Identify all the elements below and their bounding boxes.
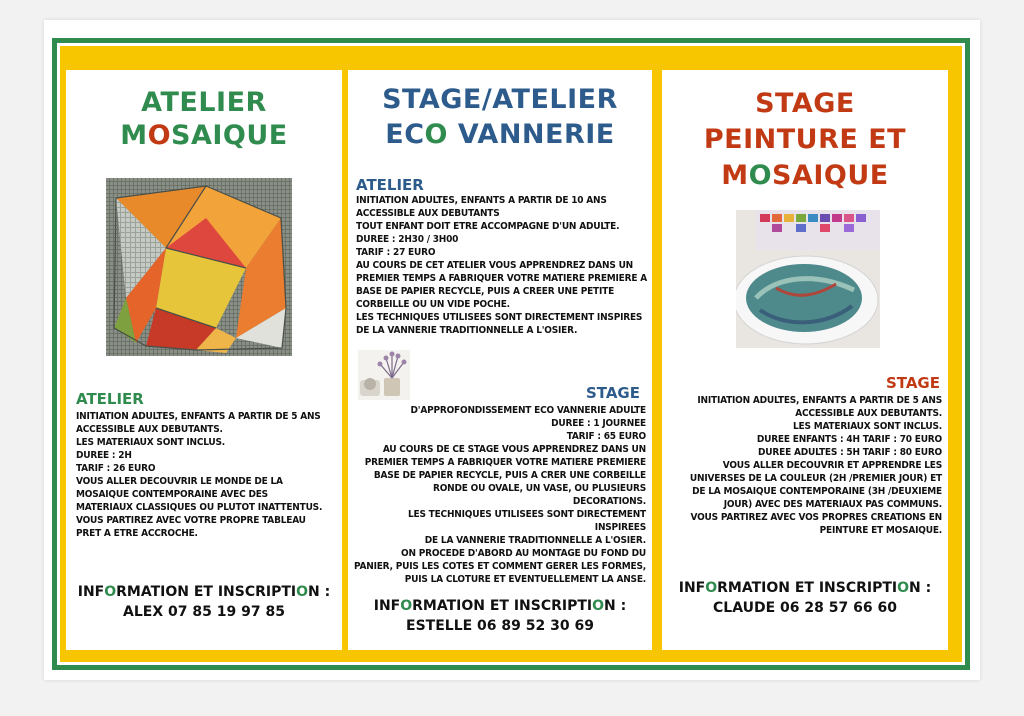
description-line: RONDE OU OVALE, UN VASE, OU PLUSIEURS <box>432 483 646 494</box>
info-part: RMATION ET INSCRIPTI <box>412 598 593 614</box>
info-heading <box>348 596 652 616</box>
description-line: DUREE ADULTES : 5H TARIF : 80 EURO <box>758 447 942 458</box>
panel1-contact-block <box>66 582 342 622</box>
panel2-stage-heading: STAGE <box>585 384 640 402</box>
info-accent-letter: O <box>592 598 605 614</box>
info-accent-letter: O <box>104 584 117 600</box>
description-line: BASE DE PAPIER RECYCLE, PUIS A CRER UNE CORBEILLE <box>373 470 646 481</box>
info-part: INF <box>678 580 706 596</box>
title-accent-letter: O <box>147 120 172 151</box>
description-line: INITIATION ADULTES, ENFANTS A PARTIR DE 5 ANS <box>76 411 321 422</box>
panel3-title-line2: PEINTURE ET <box>703 124 907 155</box>
description-line: DUREE : 2H30 / 3H00 <box>356 234 459 245</box>
description-line: VOUS PARTIREZ AVEC VOS PROPRES CREATIONS EN <box>690 512 942 523</box>
info-heading <box>662 578 948 598</box>
info-accent-letter: O <box>296 584 309 600</box>
mosaic-artwork-image <box>106 178 292 356</box>
info-heading <box>66 582 342 602</box>
contact-phone[interactable]: ALEX 07 85 19 97 85 <box>123 604 285 620</box>
info-part: RMATION ET INSCRIPTI <box>116 584 297 600</box>
description-line: BASE DE PAPIER RECYCLE, PUIS A CREER UNE PETITE <box>356 286 615 297</box>
panel3-section-heading: STAGE <box>885 374 940 392</box>
panel1-title-line2 <box>66 119 342 152</box>
panel2-contact-block <box>348 596 652 636</box>
info-part: INF <box>373 598 401 614</box>
panel2-atelier-description <box>356 194 648 337</box>
title-part: SAIQUE <box>171 120 288 151</box>
info-part: N : <box>604 598 627 614</box>
description-line: INITIATION ADULTES, ENFANTS A PARTIR DE 5 ANS <box>697 395 942 406</box>
description-line: VOUS PARTIREZ AVEC VOTRE PROPRE TABLEAU <box>76 515 306 526</box>
description-line: PREMIER TEMPS A FABRIQUER VOTRE MATIERE PREMIERE A <box>356 273 647 284</box>
panel2-title <box>348 82 652 152</box>
panel2-title-line1: STAGE/ATELIER <box>382 84 618 115</box>
description-line: LES MATERIAUX SONT INCLUS. <box>76 437 225 448</box>
panel1-title <box>66 86 342 152</box>
description-line: DECORATIONS. <box>572 496 646 507</box>
basket-vase-image <box>358 350 410 400</box>
description-line: JOUR) AVEC DES MATERIAUX PAS COMMUNS. <box>723 499 942 510</box>
panel3-title-line1: STAGE <box>755 88 855 119</box>
description-line: D'APPROFONDISSEMENT ECO VANNERIE ADULTE <box>410 405 646 416</box>
description-line: DE LA VANNERIE TRADITIONNELLE A L'OSIER. <box>424 535 646 546</box>
info-part: RMATION ET INSCRIPTI <box>717 580 898 596</box>
description-line: VOUS ALLER DECOUVRIR ET APPRENDRE LES <box>722 460 942 471</box>
title-accent-letter: O <box>424 119 448 150</box>
panel3-title <box>662 86 948 194</box>
description-line: AU COURS DE CE STAGE VOUS APPRENDREZ DANS UN <box>382 444 646 455</box>
description-line: LES MATERIAUX SONT INCLUS. <box>793 421 942 432</box>
description-line: DE LA MOSAIQUE CONTEMPORAINE (3H /DEUXIEME <box>692 486 942 497</box>
panel1-description <box>76 410 338 540</box>
description-line: PREMIER TEMPS A FABRIQUER VOTRE MATIERE PREMIERE <box>364 457 646 468</box>
description-line: ON PROCEDE D'ABORD AU MONTAGE DU FOND DU <box>401 548 646 559</box>
info-accent-letter: O <box>897 580 910 596</box>
info-accent-letter: O <box>400 598 413 614</box>
description-line: DUREE : 2H <box>76 450 132 461</box>
panel-atelier-mosaique <box>66 70 342 650</box>
panel3-title-line3 <box>662 158 948 194</box>
contact-phone[interactable]: CLAUDE 06 28 57 66 60 <box>713 600 897 616</box>
description-line: TOUT ENFANT DOIT ETRE ACCOMPAGNE D'UN ADULTE. <box>356 221 620 232</box>
description-line: TARIF : 65 EURO <box>566 431 646 442</box>
description-line: ACCESSIBLE AUX DEBUTANTS. <box>76 424 223 435</box>
description-line: MATERIAUX CLASSIQUES OU PLUTOT INATTENTUS. <box>76 502 323 513</box>
info-part: N : <box>909 580 932 596</box>
description-line: DUREE : 1 JOURNEE <box>551 418 646 429</box>
description-line: TARIF : 26 EURO <box>76 463 156 474</box>
description-line: PANIER, PUIS LES COTES ET COMMENT GERER LES FORMES, <box>354 561 646 572</box>
panel1-title-line1: ATELIER <box>141 87 267 118</box>
description-line: INITIATION ADULTES, ENFANTS A PARTIR DE 10 ANS <box>356 195 607 206</box>
panel-eco-vannerie <box>348 70 652 650</box>
description-line: DUREE ENFANTS : 4H TARIF : 70 EURO <box>756 434 942 445</box>
panel3-contact-block <box>662 578 948 618</box>
description-line: PUIS LA CLOTURE ET EVENTUELLEMENT LA ANSE. <box>404 574 646 585</box>
title-part: EC <box>385 119 425 150</box>
description-line: LES TECHNIQUES UTILISEES SONT DIRECTEMENT INSPIREES <box>407 509 646 533</box>
description-line: CORBEILLE OU UN VIDE POCHE. <box>356 299 510 310</box>
title-part: M <box>120 120 148 151</box>
title-accent-letter: O <box>748 160 773 191</box>
description-line: PEINTURE ET MOSAIQUE. <box>819 525 942 536</box>
description-line: DE LA VANNERIE TRADITIONNELLE A L'OSIER. <box>356 325 578 336</box>
description-line: MOSAIQUE CONTEMPORAINE AVEC DES <box>76 489 268 500</box>
title-part: M <box>721 160 749 191</box>
panel1-section-heading: ATELIER <box>76 390 144 408</box>
panel2-stage-description <box>354 404 646 586</box>
title-part: VANNERIE <box>447 119 615 150</box>
description-line: AU COURS DE CET ATELIER VOUS APPRENDREZ DANS UN <box>356 260 634 271</box>
info-part: N : <box>308 584 331 600</box>
info-accent-letter: O <box>705 580 718 596</box>
panel3-description <box>666 394 942 537</box>
description-line: LES TECHNIQUES UTILISEES SONT DIRECTEMENT INSPIRES <box>356 312 643 323</box>
description-line: UNIVERSES DE LA COULEUR (2H /PREMIER JOUR) ET <box>689 473 942 484</box>
description-line: TARIF : 27 EURO <box>356 247 436 258</box>
panel2-atelier-heading: ATELIER <box>356 176 424 194</box>
info-part: INF <box>77 584 105 600</box>
panel2-title-line2 <box>348 117 652 152</box>
description-line: PRET A ETRE ACCROCHE. <box>76 528 198 539</box>
panel-peinture-mosaique <box>662 70 948 650</box>
description-line: VOUS ALLER DECOUVRIR LE MONDE DE LA <box>76 476 283 487</box>
painting-plate-image <box>736 210 880 348</box>
contact-phone[interactable]: ESTELLE 06 89 52 30 69 <box>406 618 594 634</box>
title-part: SAIQUE <box>772 160 889 191</box>
description-line: ACCESSIBLE AUX DEBUTANTS <box>356 208 500 219</box>
description-line: ACCESSIBLE AUX DEBUTANTS. <box>795 408 942 419</box>
